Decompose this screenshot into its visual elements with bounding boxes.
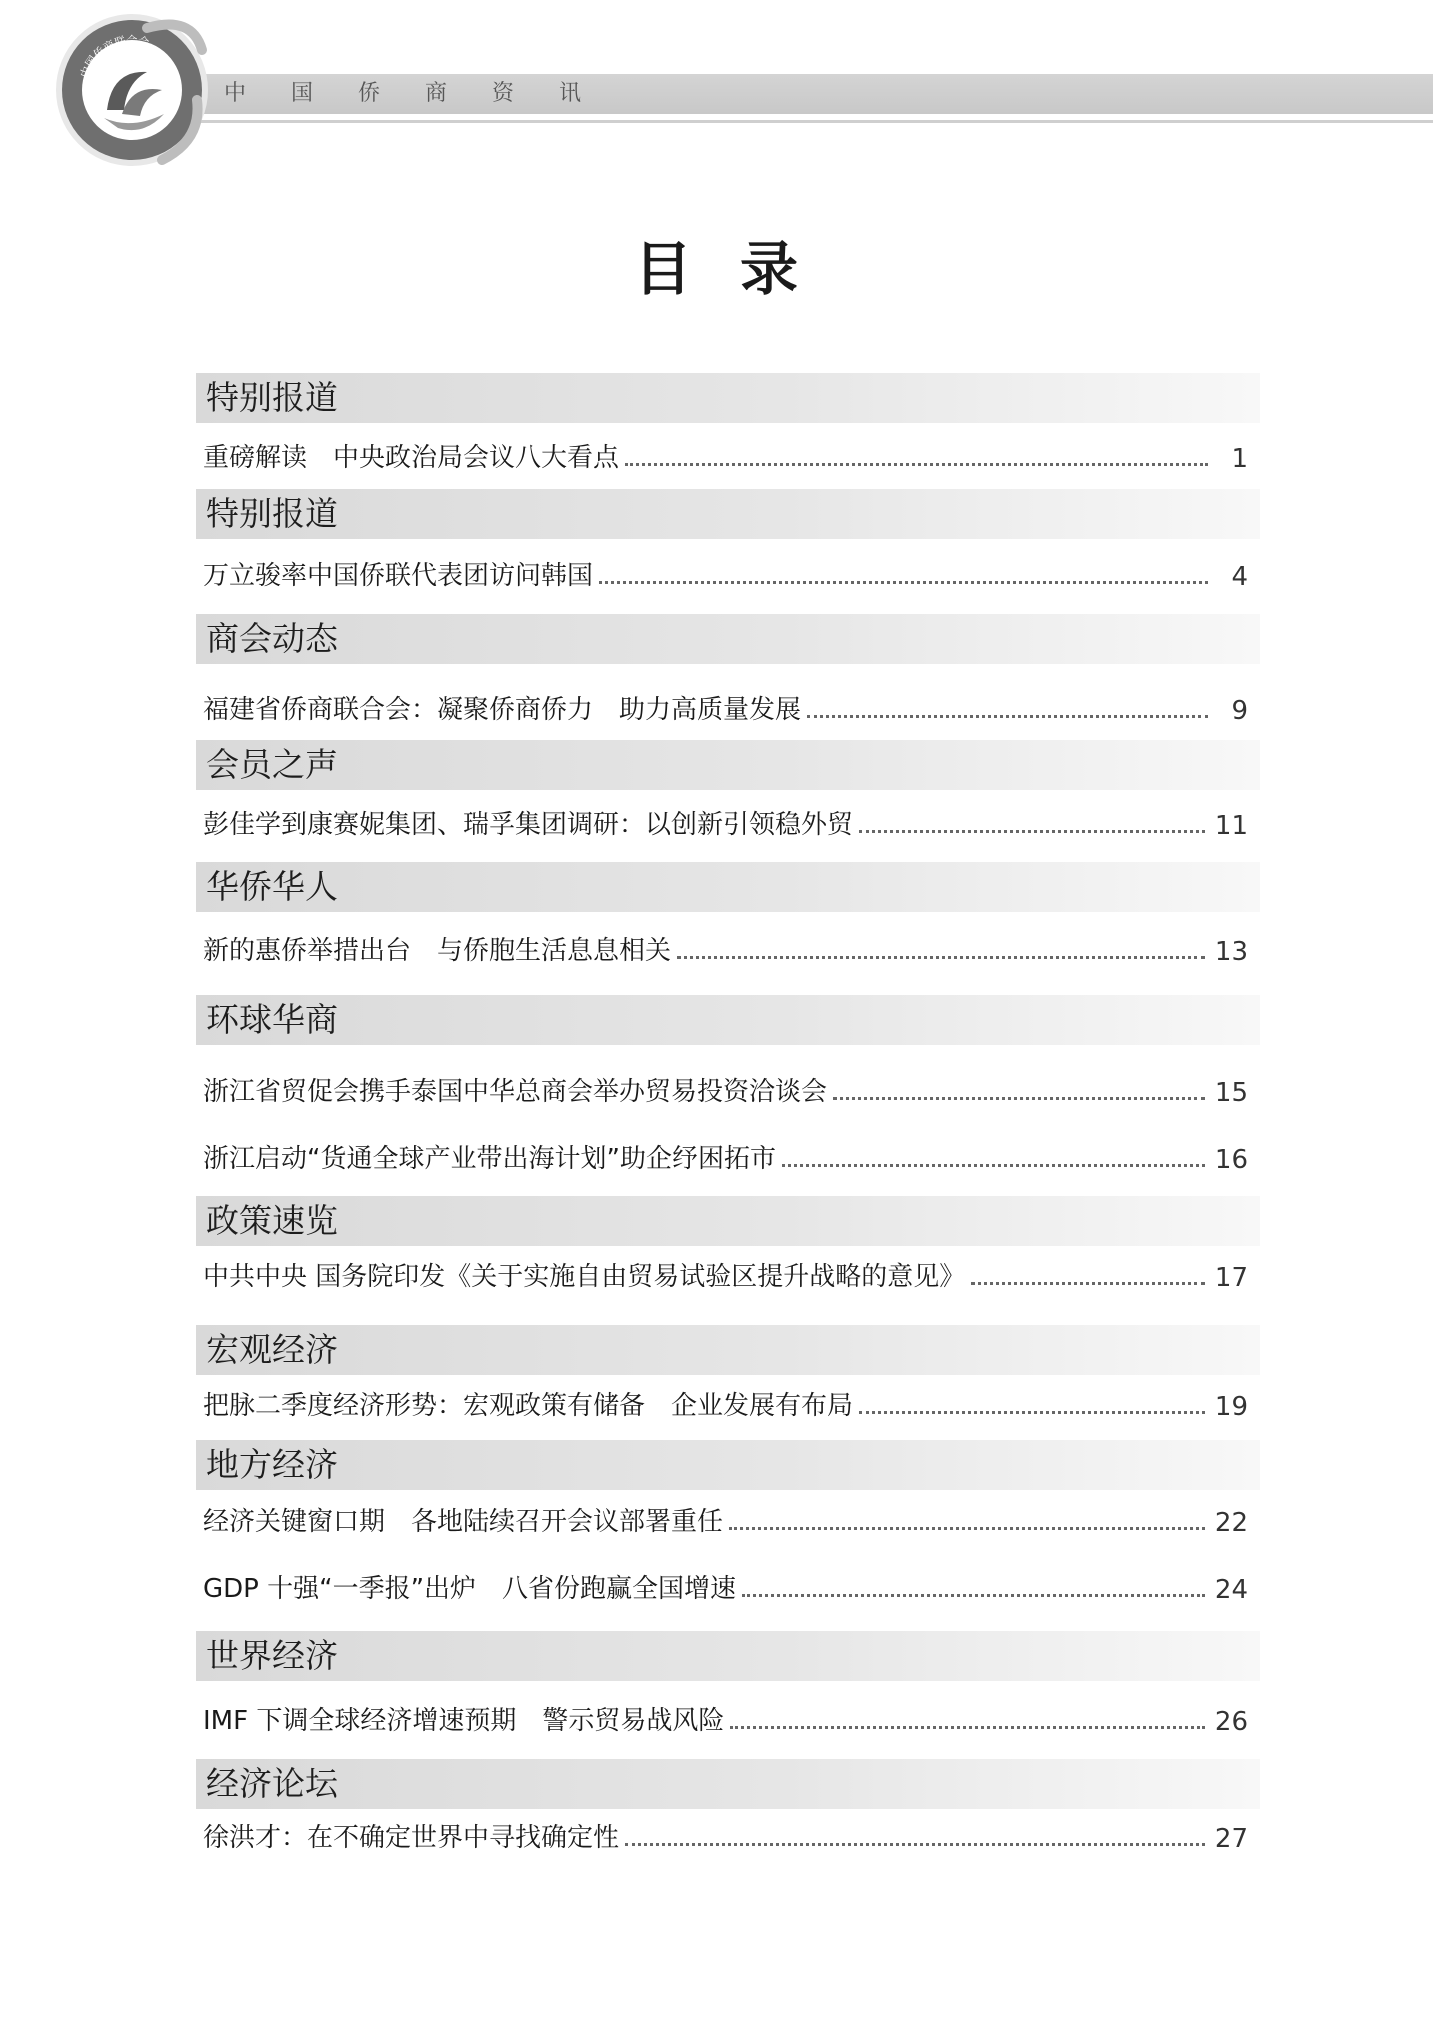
toc-entry[interactable] bbox=[203, 686, 1248, 726]
section-header bbox=[196, 740, 1260, 790]
section-label: 世界经济 bbox=[206, 1636, 338, 1675]
toc-entry[interactable] bbox=[203, 1814, 1248, 1854]
toc-page-number: 4 bbox=[1231, 562, 1248, 592]
section-header bbox=[196, 1196, 1260, 1246]
toc-entry-title: 彭佳学到康赛妮集团、瑞孚集团调研：以创新引领稳外贸 bbox=[203, 810, 854, 840]
section-label: 经济论坛 bbox=[206, 1764, 338, 1803]
section-header bbox=[196, 1759, 1260, 1809]
section-label: 商会动态 bbox=[206, 619, 338, 658]
toc-entry[interactable] bbox=[203, 1498, 1248, 1538]
section-header bbox=[196, 1325, 1260, 1375]
magazine-name: 中国侨商资讯 bbox=[224, 81, 627, 106]
toc-entry[interactable] bbox=[203, 552, 1248, 592]
toc-page-number: 27 bbox=[1214, 1824, 1248, 1854]
section-label: 宏观经济 bbox=[206, 1330, 338, 1369]
section-header bbox=[196, 995, 1260, 1045]
section-label: 特别报道 bbox=[206, 494, 338, 533]
dot-leader bbox=[625, 463, 1208, 466]
section-header bbox=[196, 614, 1260, 664]
section-header bbox=[196, 862, 1260, 912]
toc-entry-title: 中共中央 国务院印发《关于实施自由贸易试验区提升战略的意见》 bbox=[203, 1262, 966, 1292]
toc-page-number: 13 bbox=[1214, 937, 1248, 967]
association-logo bbox=[52, 10, 212, 170]
dot-leader bbox=[625, 1843, 1205, 1846]
toc-page-number: 19 bbox=[1214, 1392, 1248, 1422]
dot-leader bbox=[599, 581, 1208, 584]
toc-page-number: 15 bbox=[1214, 1078, 1248, 1108]
toc-entry-title: 万立骏率中国侨联代表团访问韩国 bbox=[203, 561, 594, 591]
logo-text: 中国侨商联合会 bbox=[77, 33, 151, 80]
dot-leader bbox=[782, 1164, 1205, 1167]
toc-entry-title: 浙江省贸促会携手泰国中华总商会举办贸易投资洽谈会 bbox=[203, 1077, 828, 1107]
dot-leader bbox=[742, 1594, 1205, 1597]
toc-page-number: 24 bbox=[1214, 1575, 1248, 1605]
toc-entry-title: 福建省侨商联合会：凝聚侨商侨力 助力高质量发展 bbox=[203, 695, 802, 725]
section-label: 特别报道 bbox=[206, 378, 338, 417]
dot-leader bbox=[677, 956, 1205, 959]
section-label: 华侨华人 bbox=[206, 867, 338, 906]
toc-page-number: 22 bbox=[1214, 1508, 1248, 1538]
section-header bbox=[196, 489, 1260, 539]
section-header bbox=[196, 1440, 1260, 1490]
dot-leader bbox=[971, 1282, 1205, 1285]
toc-entry[interactable] bbox=[203, 434, 1248, 474]
toc-entry[interactable] bbox=[203, 1253, 1248, 1293]
toc-entry-title: 经济关键窗口期 各地陆续召开会议部署重任 bbox=[203, 1507, 724, 1537]
dot-leader bbox=[807, 715, 1208, 718]
toc-entry[interactable] bbox=[203, 1068, 1248, 1108]
toc-entry-title: 把脉二季度经济形势：宏观政策有储备 企业发展有布局 bbox=[203, 1391, 854, 1421]
toc-entry[interactable] bbox=[203, 1135, 1248, 1175]
dot-leader bbox=[833, 1097, 1205, 1100]
toc-entry-title: GDP 十强“一季报”出炉 八省份跑赢全国增速 bbox=[203, 1574, 737, 1604]
toc-page-number: 26 bbox=[1214, 1707, 1248, 1737]
dot-leader bbox=[730, 1726, 1205, 1729]
toc-entry-title: 徐洪才：在不确定世界中寻找确定性 bbox=[203, 1823, 620, 1853]
section-header bbox=[196, 1631, 1260, 1681]
section-label: 地方经济 bbox=[206, 1445, 338, 1484]
dot-leader bbox=[859, 1411, 1205, 1414]
dot-leader bbox=[729, 1527, 1205, 1530]
toc-page-number: 16 bbox=[1214, 1145, 1248, 1175]
toc-page-number: 1 bbox=[1231, 444, 1248, 474]
toc-entry[interactable] bbox=[203, 1565, 1248, 1605]
section-label: 会员之声 bbox=[206, 745, 338, 784]
section-label: 环球华商 bbox=[206, 1000, 338, 1039]
toc-entry[interactable] bbox=[203, 1697, 1248, 1737]
toc-entry[interactable] bbox=[203, 1382, 1248, 1422]
toc-entry[interactable] bbox=[203, 927, 1248, 967]
dot-leader bbox=[859, 830, 1205, 833]
page-title: 目录 bbox=[633, 235, 846, 303]
toc-entry-title: 浙江启动“货通全球产业带出海计划”助企纾困拓市 bbox=[203, 1144, 776, 1174]
section-label: 政策速览 bbox=[206, 1201, 338, 1240]
toc-page-number: 17 bbox=[1214, 1263, 1248, 1293]
section-header bbox=[196, 373, 1260, 423]
toc-entry-title: 新的惠侨举措出台 与侨胞生活息息相关 bbox=[203, 936, 672, 966]
toc-entry-title: IMF 下调全球经济增速预期 警示贸易战风险 bbox=[203, 1706, 725, 1736]
toc-page-number: 11 bbox=[1214, 811, 1248, 841]
toc-page-number: 9 bbox=[1231, 696, 1248, 726]
header-divider bbox=[200, 120, 1433, 123]
toc-entry-title: 重磅解读 中央政治局会议八大看点 bbox=[203, 443, 620, 473]
toc-entry[interactable] bbox=[203, 801, 1248, 841]
